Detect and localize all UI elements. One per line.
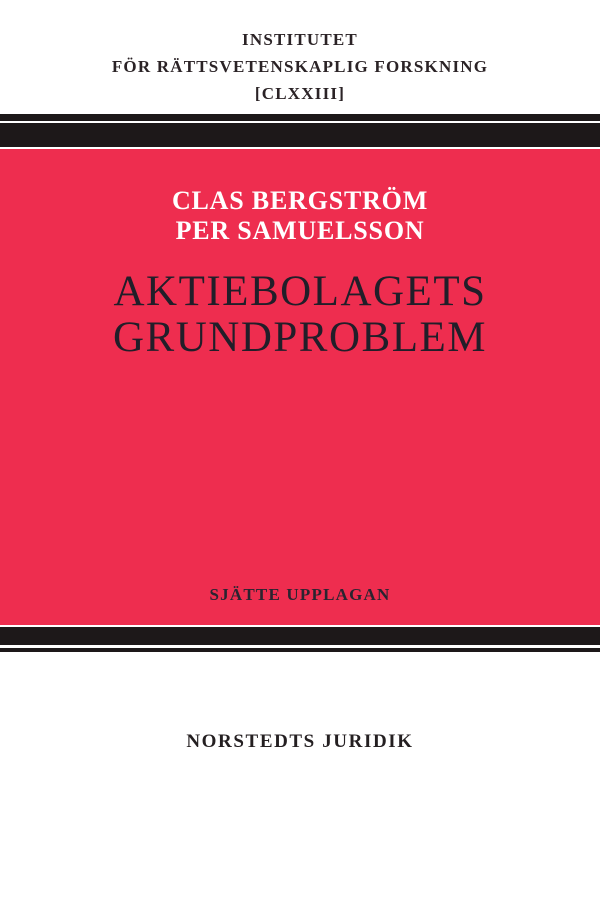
- bottom-thin-rule: [0, 648, 600, 652]
- institute-name: INSTITUTET: [242, 30, 358, 49]
- bottom-thick-rule: [0, 627, 600, 645]
- series-number: [CLXXIII]: [254, 84, 346, 103]
- author-1: CLAS BERGSTRÖM: [171, 186, 429, 215]
- book-title-line-1: AKTIEBOLAGETS: [113, 268, 487, 315]
- book-title-line-2: GRUNDPROBLEM: [113, 314, 487, 361]
- publisher-label: NORSTEDTS JURIDIK: [186, 731, 414, 752]
- top-thick-rule: [0, 123, 600, 147]
- top-thin-rule: [0, 114, 600, 121]
- institute-header: [0, 26, 600, 107]
- edition-label: SJÄTTE UPPLAGAN: [209, 585, 391, 604]
- institute-subtitle: FÖR RÄTTSVETENSKAPLIG FORSKNING: [111, 57, 489, 76]
- book-title: [0, 269, 600, 361]
- red-panel: [0, 149, 600, 625]
- author-2: PER SAMUELSSON: [175, 216, 425, 245]
- author-names: [0, 186, 600, 246]
